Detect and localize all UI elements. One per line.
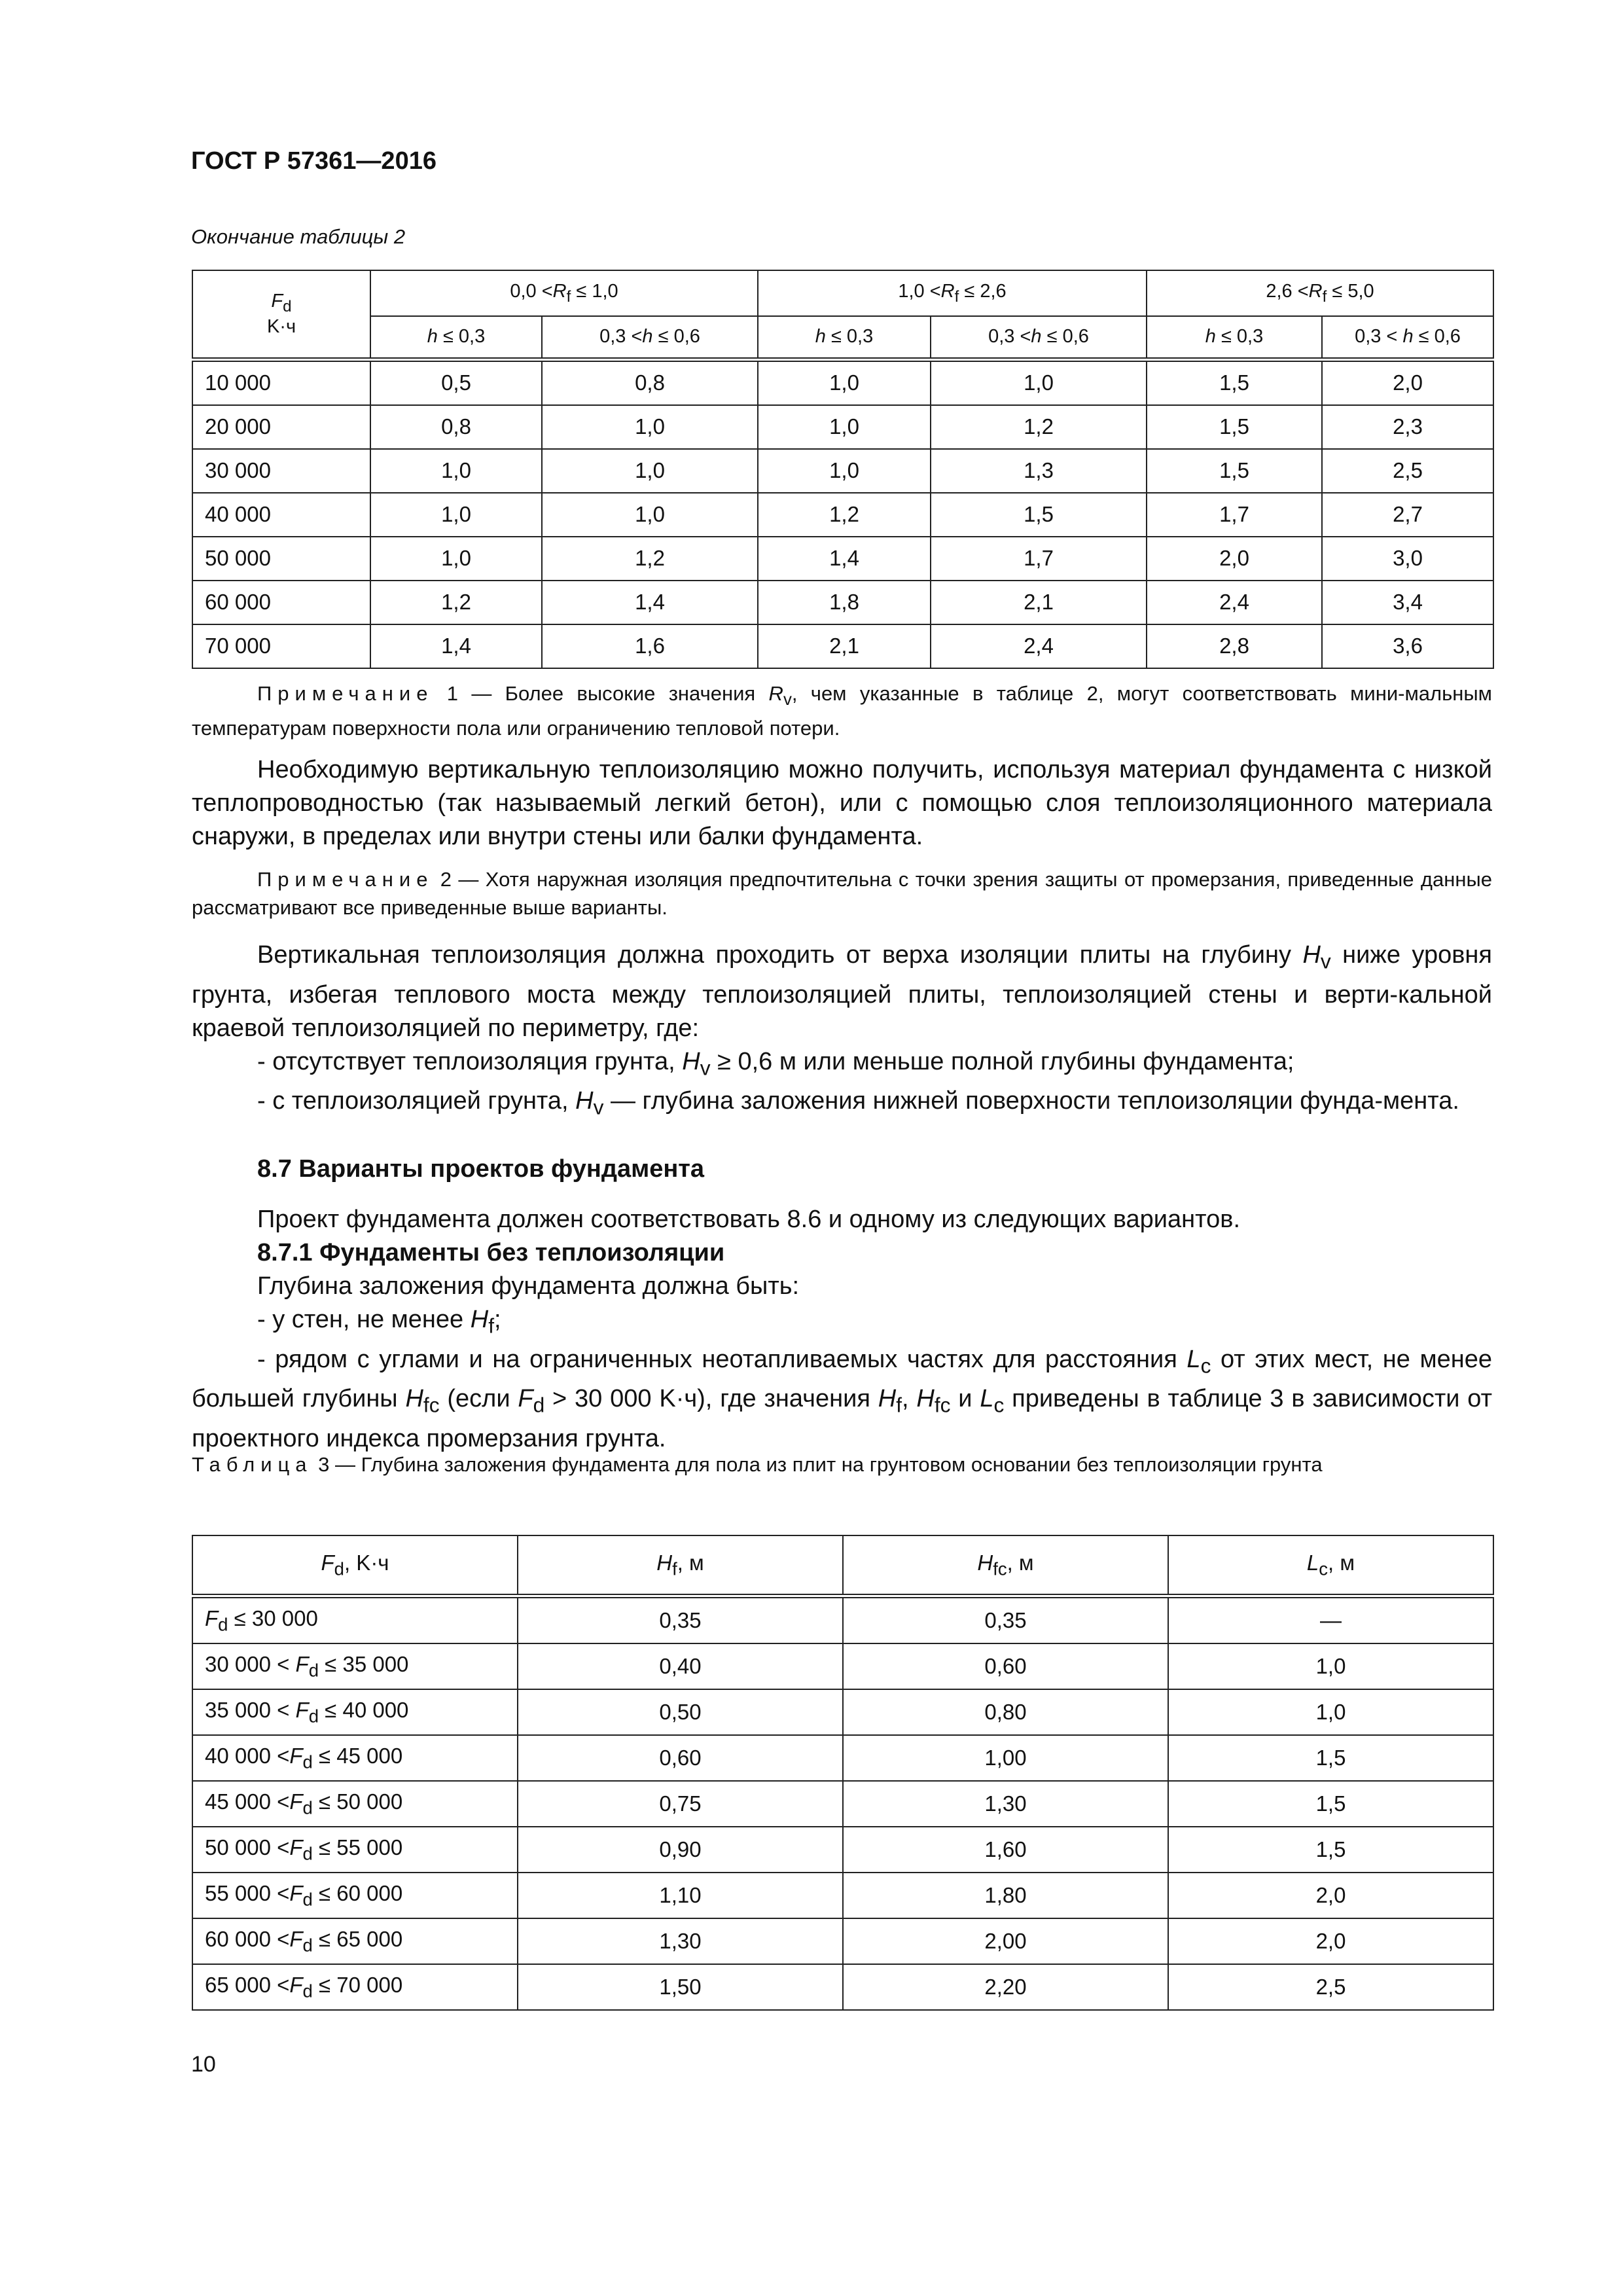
paragraph-vertical-depth: Вертикальная теплоизоляция должна проходить от верха изоляции плиты на глубину $H_v$ ниже уровня грунта, избегая теплового моста между теплоизоляцией плиты, теплоизоляцией стены и верти-кальной краевой теплоизоляцией по периметру, где: - отсутствует теплоизоляция грунта, $H_v \ge 0,6$ м или меньше полной глубины фундамента; - с теплоизоляцией грунта, $H_v$ — глубина заложения нижней поверхности теплоизоляции фунда-мента. [192,941,1492,1119]
table-row [192,537,1493,581]
table-row [192,1781,1493,1827]
depth-value-cell: 1,80 [843,1873,1168,1918]
fd-range-cell: 45 $000 <F_d \le 50$ 000 [192,1781,518,1827]
insulation-value-cell: 2,7 [1322,493,1493,537]
lc-column-header: $L_c$, м [1168,1535,1493,1596]
depth-value-cell: 2,00 [843,1918,1168,1964]
insulation-value-cell: 2,3 [1322,405,1493,449]
insulation-value-cell: 1,0 [758,449,931,493]
insulation-value-cell: 1,8 [758,581,931,624]
rf-group-header: $2,6 <R_f \le 5,0$ [1147,270,1493,316]
insulation-value-cell: 1,5 [1147,359,1322,405]
insulation-value-cell: 1,5 [1147,449,1322,493]
fd-value-cell: 30 000 [192,449,370,493]
h-subheader: 0,3 <h ≤ 0,6 [931,316,1147,359]
table-row [192,1596,1493,1644]
table-row [192,581,1493,624]
insulation-value-cell: 1,4 [370,624,542,668]
table3-caption: Таблица 3 — Глубина заложения фундамента для пола из плит на грунтовом основании без теплоизоляции грунта [192,1453,1323,1476]
insulation-value-cell: 1,6 [542,624,758,668]
depth-value-cell: — [1168,1596,1493,1644]
depth-value-cell: 0,35 [843,1596,1168,1644]
depth-value-cell: 1,5 [1168,1735,1493,1781]
hfc-column-header: $H_{fc}$, м [843,1535,1168,1596]
insulation-value-cell: 1,5 [931,493,1147,537]
depth-value-cell: 2,0 [1168,1873,1493,1918]
table3 [192,1535,1494,2011]
depth-value-cell: 0,90 [518,1827,843,1873]
insulation-value-cell: 3,4 [1322,581,1493,624]
h-subheader: h ≤ 0,3 [758,316,931,359]
insulation-value-cell: 1,4 [542,581,758,624]
table-row [192,493,1493,537]
rf-group-header: $1,0 <R_f \le 2,6$ [758,270,1147,316]
depth-value-cell: 1,5 [1168,1781,1493,1827]
fd-range-cell: 55 $000 <F_d \le 60$ 000 [192,1873,518,1918]
h-subheader: h ≤ 0,3 [370,316,542,359]
table2-continuation-caption: Окончание таблицы 2 [191,225,406,248]
depth-value-cell: 0,50 [518,1689,843,1735]
depth-value-cell: 1,5 [1168,1827,1493,1873]
table-row [192,1735,1493,1781]
insulation-value-cell: 0,5 [370,359,542,405]
rf-group-header: $0,0 <R_f \le 1,0$ [370,270,758,316]
table-row [192,1918,1493,1964]
insulation-value-cell: 1,2 [758,493,931,537]
fd-range-cell: 30 $000 < F_d \le 35$ 000 [192,1643,518,1689]
depth-value-cell: 1,00 [843,1735,1168,1781]
depth-value-cell: 1,60 [843,1827,1168,1873]
insulation-value-cell: 1,0 [758,405,931,449]
table2 [192,270,1494,669]
insulation-value-cell: 1,4 [758,537,931,581]
insulation-value-cell: 1,2 [370,581,542,624]
depth-value-cell: 0,60 [843,1643,1168,1689]
fd-value-cell: 40 000 [192,493,370,537]
insulation-value-cell: 3,0 [1322,537,1493,581]
insulation-value-cell: 2,1 [758,624,931,668]
depth-value-cell: 2,0 [1168,1918,1493,1964]
insulation-value-cell: 2,4 [931,624,1147,668]
hf-column-header: $H_f$, м [518,1535,843,1596]
insulation-value-cell: 1,3 [931,449,1147,493]
note-1: Примечание 1 — Более высокие значения $R_v$, чем указанные в таблице 2, могут соответствовать мини-мальным температурам поверхности пола или ограничению тепловой потери. [192,682,1492,740]
page-number: 10 [191,2052,216,2077]
insulation-value-cell: 1,2 [931,405,1147,449]
fd-value-cell: 20 000 [192,405,370,449]
depth-value-cell: 0,60 [518,1735,843,1781]
insulation-value-cell: 0,8 [542,359,758,405]
insulation-value-cell: 2,5 [1322,449,1493,493]
table-row [192,624,1493,668]
depth-value-cell: 1,30 [518,1918,843,1964]
paragraph-vertical-insulation: Необходимую вертикальную теплоизоляцию можно получить, используя материал фундамента с низкой теплопроводностью (так называемый легкий бетон), или с помощью слоя теплоизоляционного материала снаружи, в пределах или внутри стены или балки фундамента. [192,756,1492,850]
insulation-value-cell: 1,2 [542,537,758,581]
table-row [192,1873,1493,1918]
table-row [192,1964,1493,2010]
fd-value-cell: 10 000 [192,359,370,405]
insulation-value-cell: 1,7 [1147,493,1322,537]
table-row [192,405,1493,449]
fd-value-cell: 50 000 [192,537,370,581]
depth-value-cell: 1,10 [518,1873,843,1918]
insulation-value-cell: 1,0 [758,359,931,405]
fd-column-header: $F_d$, K·ч [192,1535,518,1596]
depth-value-cell: 2,5 [1168,1964,1493,2010]
insulation-value-cell: 2,8 [1147,624,1322,668]
insulation-value-cell: 1,0 [542,449,758,493]
depth-value-cell: 1,0 [1168,1689,1493,1735]
fd-range-cell: 50 $000 <F_d \le 55$ 000 [192,1827,518,1873]
table-row [192,1643,1493,1689]
insulation-value-cell: 2,0 [1322,359,1493,405]
depth-value-cell: 0,80 [843,1689,1168,1735]
h-subheader: h ≤ 0,3 [1147,316,1322,359]
fd-range-cell: 40 $000 <F_d \le 45$ 000 [192,1735,518,1781]
depth-value-cell: 0,75 [518,1781,843,1827]
fd-range-cell: 65 $000 <F_d \le 70$ 000 [192,1964,518,2010]
insulation-value-cell: 0,8 [370,405,542,449]
standard-number: ГОСТ Р 57361—2016 [191,147,437,175]
insulation-value-cell: 2,4 [1147,581,1322,624]
h-subheader: 0,3 <h ≤ 0,6 [542,316,758,359]
fd-value-cell: 60 000 [192,581,370,624]
depth-value-cell: 2,20 [843,1964,1168,2010]
depth-value-cell: 0,35 [518,1596,843,1644]
fd-range-cell: 35 $000 < F_d \le 40$ 000 [192,1689,518,1735]
section-8-7-title: 8.7 Варианты проектов фундамента [257,1155,705,1183]
insulation-value-cell: 1,0 [370,537,542,581]
insulation-value-cell: 1,0 [370,493,542,537]
depth-value-cell: 1,0 [1168,1643,1493,1689]
fd-range-cell: $F_d \le 30$ 000 [192,1596,518,1644]
fd-range-cell: 60 $000 <F_d \le 65$ 000 [192,1918,518,1964]
depth-value-cell: 1,50 [518,1964,843,2010]
depth-value-cell: 0,40 [518,1643,843,1689]
table-row [192,1827,1493,1873]
depth-value-cell: 1,30 [843,1781,1168,1827]
insulation-value-cell: 1,0 [542,493,758,537]
table-row [192,449,1493,493]
insulation-value-cell: 1,0 [542,405,758,449]
table-row [192,359,1493,405]
table-row [192,1689,1493,1735]
insulation-value-cell: 2,0 [1147,537,1322,581]
insulation-value-cell: 1,0 [370,449,542,493]
section-8-7-body: Проект фундамента должен соответствовать 8.6 и одному из следующих вариантов. 8.7.1 Фундаменты без теплоизоляции Глубина заложения фундамента должна быть: - у стен, не менее $H_f$; - рядом с углами и на ограниченных неотапливаемых частях для расстояния $L_c$ от этих мест, не менее большей глубины $H_{fc}$ (если $F_d > 30$ 000 K·ч), где значения $H_f$, $H_{fc}$ и $L_c$ приведены в таблице 3 в зависимости от проектного индекса промерзания грунта. [192,1206,1492,1452]
insulation-value-cell: 1,5 [1147,405,1322,449]
insulation-value-cell: 1,0 [931,359,1147,405]
insulation-value-cell: 1,7 [931,537,1147,581]
fd-header-cell: $F_d$ K·ч [192,270,370,359]
insulation-value-cell: 2,1 [931,581,1147,624]
insulation-value-cell: 3,6 [1322,624,1493,668]
h-subheader: 0,3 < h ≤ 0,6 [1322,316,1493,359]
fd-value-cell: 70 000 [192,624,370,668]
note-2: Примечание 2 — Хотя наружная изоляция предпочтительна с точки зрения защиты от промерзания, приведенные данные рассматривают все приведенные выше варианты. [192,868,1492,919]
